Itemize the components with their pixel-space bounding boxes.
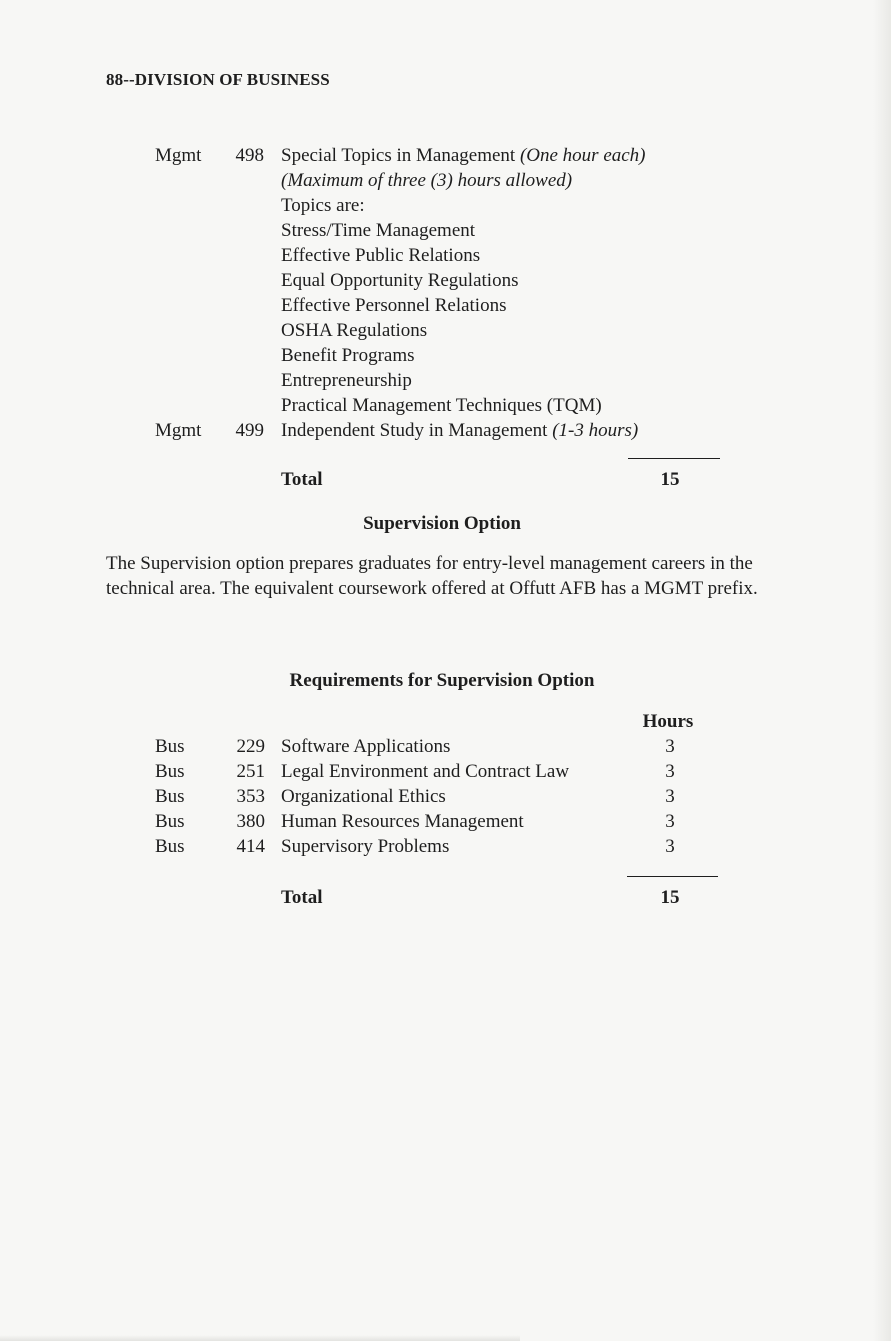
- hours-column-header: Hours: [642, 711, 694, 732]
- course-title: Special Topics in Management (One hour each): [281, 145, 646, 166]
- page-edge-shadow: [873, 0, 891, 1341]
- total-value: 15: [660, 887, 680, 908]
- course-dept: Mgmt: [155, 145, 202, 166]
- total-rule: [627, 876, 718, 877]
- course-number: 499: [235, 420, 264, 441]
- section-paragraph: The Supervision option prepares graduates for entry-level management careers in the technical area. The equivalent coursework offered at Offutt AFB has a MGMT prefix.: [106, 553, 758, 599]
- running-head: 88--DIVISION OF BUSINESS: [106, 70, 330, 89]
- course-title: Independent Study in Management (1-3 hours): [281, 420, 639, 441]
- course-note: (1-3 hours): [552, 420, 639, 441]
- topics-label: Topics are:: [281, 195, 365, 216]
- course-number: 498: [235, 145, 264, 166]
- course-dept: Mgmt: [155, 420, 202, 441]
- section-heading: Supervision Option: [363, 513, 521, 534]
- course-note: (One hour each): [519, 145, 646, 166]
- total-rule: [628, 458, 720, 459]
- requirements-heading: Requirements for Supervision Option: [289, 670, 595, 691]
- page-bottom-shadow: [0, 1335, 520, 1341]
- course-note-max: (Maximum of three (3) hours allowed): [281, 170, 573, 191]
- total-label: Total: [281, 469, 323, 490]
- total-label: Total: [281, 887, 323, 908]
- total-value: 15: [660, 469, 680, 490]
